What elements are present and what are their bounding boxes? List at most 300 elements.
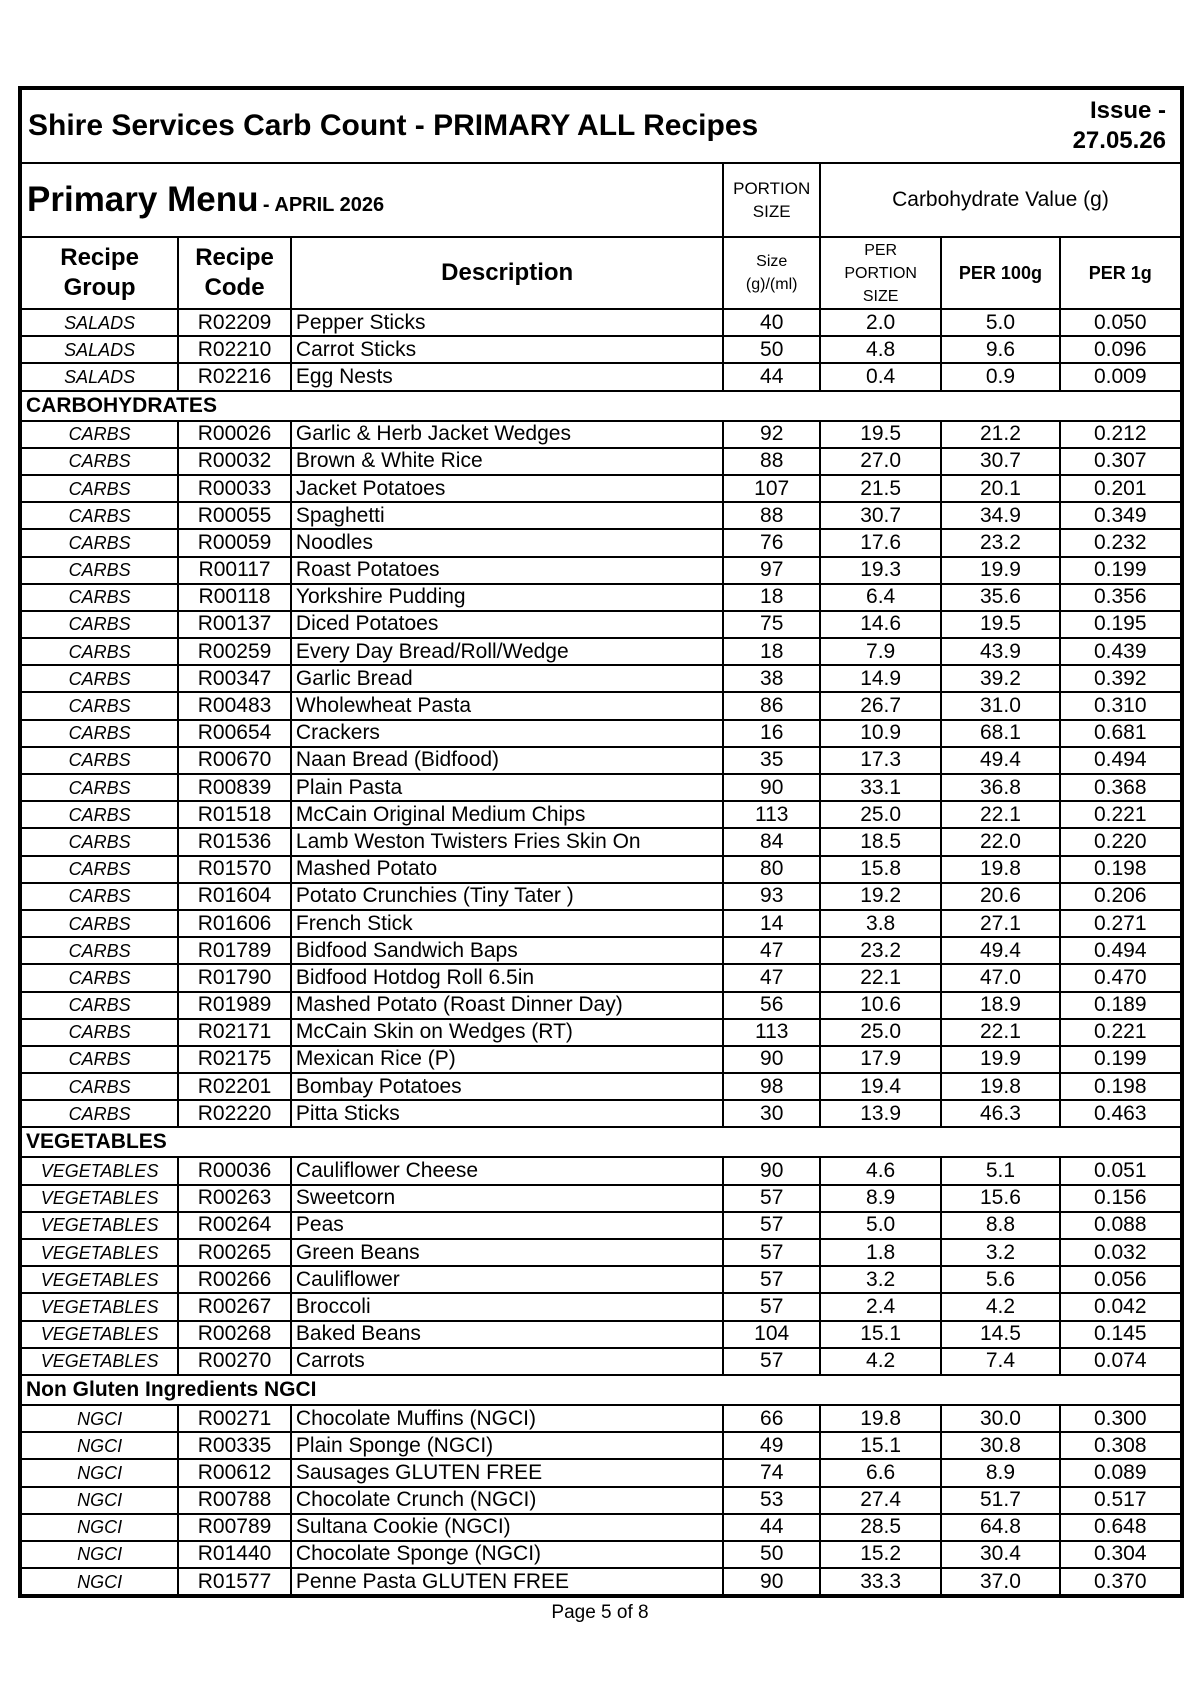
- cell-per-100g: 36.8: [941, 774, 1059, 801]
- cell-per-portion: 15.1: [820, 1321, 941, 1348]
- cell-per-portion: 5.0: [820, 1212, 941, 1239]
- cell-per-100g: 22.0: [941, 828, 1059, 855]
- section-title: CARBOHYDRATES: [21, 391, 1181, 421]
- cell-size: 56: [723, 992, 819, 1019]
- cell-description: Egg Nests: [291, 363, 724, 390]
- cell-size: 57: [723, 1185, 819, 1212]
- table-row: [21, 883, 1181, 910]
- cell-recipe-code: R00266: [178, 1266, 291, 1293]
- cell-recipe-code: R00026: [178, 421, 291, 448]
- cell-per-100g: 7.4: [941, 1348, 1059, 1375]
- cell-description: Sausages GLUTEN FREE: [291, 1459, 724, 1486]
- table-row: [21, 801, 1181, 828]
- table-row: [21, 992, 1181, 1019]
- table-row: [21, 529, 1181, 556]
- cell-recipe-code: R00265: [178, 1239, 291, 1266]
- cell-recipe-code: R02175: [178, 1046, 291, 1073]
- cell-per-portion: 33.1: [820, 774, 941, 801]
- cell-description: Plain Sponge (NGCI): [291, 1432, 724, 1459]
- cell-recipe-code: R00263: [178, 1185, 291, 1212]
- cell-recipe-code: R00259: [178, 638, 291, 665]
- cell-recipe-group: CARBS: [21, 910, 178, 937]
- cell-per-1g: 0.145: [1060, 1321, 1181, 1348]
- cell-recipe-code: R01989: [178, 992, 291, 1019]
- cell-recipe-code: R02171: [178, 1019, 291, 1046]
- cell-per-100g: 30.8: [941, 1432, 1059, 1459]
- cell-per-1g: 0.310: [1060, 692, 1181, 719]
- cell-per-100g: 14.5: [941, 1321, 1059, 1348]
- cell-recipe-group: SALADS: [21, 309, 178, 336]
- cell-per-100g: 3.2: [941, 1239, 1059, 1266]
- cell-per-portion: 2.4: [820, 1293, 941, 1320]
- col-recipe-group: [21, 237, 178, 309]
- cell-recipe-code: R01789: [178, 937, 291, 964]
- table-row: [21, 1100, 1181, 1127]
- cell-per-1g: 0.517: [1060, 1487, 1181, 1514]
- cell-per-100g: 0.9: [941, 363, 1059, 390]
- cell-recipe-group: CARBS: [21, 774, 178, 801]
- table-row: [21, 1293, 1181, 1320]
- cell-per-portion: 19.8: [820, 1405, 941, 1432]
- cell-recipe-code: R00270: [178, 1348, 291, 1375]
- cell-per-100g: 20.1: [941, 475, 1059, 502]
- table-row: [21, 309, 1181, 336]
- cell-recipe-group: CARBS: [21, 964, 178, 991]
- col-per-portion-line1: PER: [864, 241, 898, 259]
- cell-recipe-group: NGCI: [21, 1487, 178, 1514]
- cell-description: Peas: [291, 1212, 724, 1239]
- cell-recipe-code: R00118: [178, 584, 291, 611]
- cell-per-portion: 3.2: [820, 1266, 941, 1293]
- cell-per-1g: 0.198: [1060, 1073, 1181, 1100]
- table-row: [21, 1212, 1181, 1239]
- table-row: [21, 336, 1181, 363]
- cell-recipe-code: R00032: [178, 448, 291, 475]
- cell-per-100g: 49.4: [941, 937, 1059, 964]
- menu-title-main: Primary Menu: [27, 180, 259, 219]
- cell-size: 49: [723, 1432, 819, 1459]
- cell-per-portion: 10.6: [820, 992, 941, 1019]
- cell-recipe-code: R00335: [178, 1432, 291, 1459]
- cell-recipe-group: CARBS: [21, 992, 178, 1019]
- cell-recipe-code: R00271: [178, 1405, 291, 1432]
- cell-recipe-code: R01606: [178, 910, 291, 937]
- cell-description: Carrot Sticks: [291, 336, 724, 363]
- cell-per-1g: 0.199: [1060, 557, 1181, 584]
- cell-per-1g: 0.308: [1060, 1432, 1181, 1459]
- issue-label: Issue -: [1089, 97, 1166, 124]
- cell-per-portion: 13.9: [820, 1100, 941, 1127]
- section-header: [21, 1127, 1181, 1157]
- table-row: [21, 964, 1181, 991]
- cell-per-100g: 5.1: [941, 1157, 1059, 1184]
- cell-size: 16: [723, 720, 819, 747]
- table-row: [21, 1459, 1181, 1486]
- menu-title-sub: - APRIL 2026: [262, 194, 385, 216]
- table-row: [21, 557, 1181, 584]
- cell-description: Potato Crunchies (Tiny Tater ): [291, 883, 724, 910]
- cell-per-portion: 26.7: [820, 692, 941, 719]
- col-size: [723, 237, 819, 309]
- cell-per-1g: 0.198: [1060, 856, 1181, 883]
- cell-size: 113: [723, 1019, 819, 1046]
- cell-size: 40: [723, 309, 819, 336]
- cell-per-1g: 0.463: [1060, 1100, 1181, 1127]
- cell-per-portion: 15.8: [820, 856, 941, 883]
- cell-recipe-group: SALADS: [21, 336, 178, 363]
- cell-per-1g: 0.300: [1060, 1405, 1181, 1432]
- cell-recipe-code: R01518: [178, 801, 291, 828]
- cell-per-100g: 19.8: [941, 1073, 1059, 1100]
- cell-per-portion: 30.7: [820, 502, 941, 529]
- cell-description: Pitta Sticks: [291, 1100, 724, 1127]
- cell-recipe-code: R02220: [178, 1100, 291, 1127]
- cell-recipe-group: CARBS: [21, 692, 178, 719]
- cell-per-1g: 0.212: [1060, 421, 1181, 448]
- cell-per-1g: 0.681: [1060, 720, 1181, 747]
- menu-header-row: [21, 163, 1181, 237]
- cell-description: Garlic Bread: [291, 665, 724, 692]
- cell-size: 53: [723, 1487, 819, 1514]
- cell-size: 84: [723, 828, 819, 855]
- table-row: [21, 910, 1181, 937]
- table-row: [21, 502, 1181, 529]
- cell-recipe-group: CARBS: [21, 828, 178, 855]
- menu-title: [21, 163, 723, 237]
- cell-per-portion: 6.6: [820, 1459, 941, 1486]
- cell-per-100g: 18.9: [941, 992, 1059, 1019]
- cell-size: 88: [723, 502, 819, 529]
- cell-per-100g: 22.1: [941, 1019, 1059, 1046]
- cell-per-1g: 0.156: [1060, 1185, 1181, 1212]
- cell-per-1g: 0.220: [1060, 828, 1181, 855]
- cell-per-portion: 19.2: [820, 883, 941, 910]
- table-row: [21, 1046, 1181, 1073]
- cell-per-100g: 39.2: [941, 665, 1059, 692]
- cell-per-1g: 0.648: [1060, 1514, 1181, 1541]
- cell-per-1g: 0.356: [1060, 584, 1181, 611]
- cell-size: 75: [723, 611, 819, 638]
- cell-per-100g: 49.4: [941, 747, 1059, 774]
- cell-description: Crackers: [291, 720, 724, 747]
- table-row: [21, 1157, 1181, 1184]
- portion-size-header-line1: PORTION: [733, 179, 811, 198]
- cell-size: 57: [723, 1348, 819, 1375]
- cell-recipe-code: R00137: [178, 611, 291, 638]
- cell-per-1g: 0.074: [1060, 1348, 1181, 1375]
- cell-description: Spaghetti: [291, 502, 724, 529]
- cell-per-100g: 35.6: [941, 584, 1059, 611]
- cell-per-1g: 0.368: [1060, 774, 1181, 801]
- cell-recipe-group: CARBS: [21, 557, 178, 584]
- cell-per-portion: 22.1: [820, 964, 941, 991]
- cell-per-1g: 0.201: [1060, 475, 1181, 502]
- cell-recipe-code: R00036: [178, 1157, 291, 1184]
- cell-recipe-group: CARBS: [21, 1019, 178, 1046]
- cell-per-1g: 0.494: [1060, 747, 1181, 774]
- cell-description: Bombay Potatoes: [291, 1073, 724, 1100]
- table-row: [21, 1487, 1181, 1514]
- cell-recipe-group: VEGETABLES: [21, 1266, 178, 1293]
- cell-description: McCain Skin on Wedges (RT): [291, 1019, 724, 1046]
- cell-description: Green Beans: [291, 1239, 724, 1266]
- cell-per-portion: 2.0: [820, 309, 941, 336]
- cell-recipe-group: VEGETABLES: [21, 1321, 178, 1348]
- cell-per-portion: 4.8: [820, 336, 941, 363]
- cell-size: 107: [723, 475, 819, 502]
- cell-per-100g: 47.0: [941, 964, 1059, 991]
- cell-description: Yorkshire Pudding: [291, 584, 724, 611]
- cell-per-portion: 18.5: [820, 828, 941, 855]
- cell-per-1g: 0.439: [1060, 638, 1181, 665]
- cell-per-100g: 68.1: [941, 720, 1059, 747]
- cell-recipe-group: VEGETABLES: [21, 1348, 178, 1375]
- cell-recipe-group: VEGETABLES: [21, 1293, 178, 1320]
- cell-recipe-code: R02209: [178, 309, 291, 336]
- cell-recipe-code: R00267: [178, 1293, 291, 1320]
- cell-per-1g: 0.056: [1060, 1266, 1181, 1293]
- cell-recipe-group: NGCI: [21, 1568, 178, 1595]
- cell-per-1g: 0.221: [1060, 1019, 1181, 1046]
- cell-per-portion: 23.2: [820, 937, 941, 964]
- col-size-line2: (g)/(ml): [745, 276, 798, 293]
- cell-per-1g: 0.042: [1060, 1293, 1181, 1320]
- cell-recipe-group: CARBS: [21, 611, 178, 638]
- cell-recipe-group: CARBS: [21, 856, 178, 883]
- cell-recipe-code: R00612: [178, 1459, 291, 1486]
- cell-description: Plain Pasta: [291, 774, 724, 801]
- cell-per-100g: 43.9: [941, 638, 1059, 665]
- cell-recipe-group: CARBS: [21, 475, 178, 502]
- cell-description: Mashed Potato (Roast Dinner Day): [291, 992, 724, 1019]
- issue-date: [941, 89, 1181, 163]
- col-size-line1: Size: [756, 253, 788, 270]
- cell-recipe-code: R01577: [178, 1568, 291, 1595]
- cell-per-portion: 19.5: [820, 421, 941, 448]
- cell-per-1g: 0.307: [1060, 448, 1181, 475]
- cell-size: 90: [723, 774, 819, 801]
- cell-size: 66: [723, 1405, 819, 1432]
- cell-description: Roast Potatoes: [291, 557, 724, 584]
- section-header: [21, 1375, 1181, 1405]
- table-row: [21, 1185, 1181, 1212]
- cell-size: 57: [723, 1266, 819, 1293]
- cell-description: Diced Potatoes: [291, 611, 724, 638]
- cell-per-100g: 5.0: [941, 309, 1059, 336]
- cell-description: Lamb Weston Twisters Fries Skin On: [291, 828, 724, 855]
- cell-per-100g: 4.2: [941, 1293, 1059, 1320]
- cell-recipe-code: R00268: [178, 1321, 291, 1348]
- cell-per-portion: 28.5: [820, 1514, 941, 1541]
- cell-per-100g: 51.7: [941, 1487, 1059, 1514]
- cell-per-100g: 19.8: [941, 856, 1059, 883]
- cell-size: 86: [723, 692, 819, 719]
- table-row: [21, 828, 1181, 855]
- table-row: [21, 720, 1181, 747]
- table-row: [21, 1266, 1181, 1293]
- cell-recipe-code: R00788: [178, 1487, 291, 1514]
- col-per-portion-line2: PORTION: [844, 264, 917, 282]
- cell-per-1g: 0.370: [1060, 1568, 1181, 1595]
- cell-recipe-code: R00483: [178, 692, 291, 719]
- cell-per-portion: 14.9: [820, 665, 941, 692]
- col-per-1g: PER 1g: [1060, 237, 1181, 309]
- cell-description: Bidfood Sandwich Baps: [291, 937, 724, 964]
- cell-recipe-group: CARBS: [21, 638, 178, 665]
- cell-per-1g: 0.392: [1060, 665, 1181, 692]
- cell-description: Cauliflower Cheese: [291, 1157, 724, 1184]
- section-title: Non Gluten Ingredients NGCI: [21, 1375, 1181, 1405]
- cell-size: 44: [723, 1514, 819, 1541]
- cell-recipe-group: CARBS: [21, 502, 178, 529]
- cell-per-100g: 20.6: [941, 883, 1059, 910]
- column-header-row: [21, 237, 1181, 309]
- table-row: [21, 1432, 1181, 1459]
- table-row: [21, 421, 1181, 448]
- cell-size: 57: [723, 1293, 819, 1320]
- cell-per-portion: 21.5: [820, 475, 941, 502]
- cell-size: 104: [723, 1321, 819, 1348]
- cell-per-100g: 30.4: [941, 1541, 1059, 1568]
- cell-per-portion: 15.2: [820, 1541, 941, 1568]
- cell-per-1g: 0.271: [1060, 910, 1181, 937]
- cell-recipe-code: R00839: [178, 774, 291, 801]
- cell-description: Chocolate Sponge (NGCI): [291, 1541, 724, 1568]
- cell-per-1g: 0.199: [1060, 1046, 1181, 1073]
- carb-value-header: Carbohydrate Value (g): [820, 163, 1181, 237]
- table-row: [21, 1321, 1181, 1348]
- cell-per-1g: 0.206: [1060, 883, 1181, 910]
- cell-size: 57: [723, 1239, 819, 1266]
- cell-per-100g: 37.0: [941, 1568, 1059, 1595]
- cell-recipe-group: CARBS: [21, 937, 178, 964]
- table-row: [21, 1073, 1181, 1100]
- cell-per-portion: 6.4: [820, 584, 941, 611]
- cell-size: 80: [723, 856, 819, 883]
- cell-description: McCain Original Medium Chips: [291, 801, 724, 828]
- cell-size: 92: [723, 421, 819, 448]
- cell-per-1g: 0.051: [1060, 1157, 1181, 1184]
- cell-recipe-group: CARBS: [21, 1046, 178, 1073]
- cell-description: Mexican Rice (P): [291, 1046, 724, 1073]
- cell-size: 18: [723, 638, 819, 665]
- cell-recipe-code: R00059: [178, 529, 291, 556]
- cell-per-100g: 34.9: [941, 502, 1059, 529]
- cell-description: Naan Bread (Bidfood): [291, 747, 724, 774]
- cell-size: 57: [723, 1212, 819, 1239]
- cell-description: Mashed Potato: [291, 856, 724, 883]
- cell-per-portion: 17.6: [820, 529, 941, 556]
- cell-description: Carrots: [291, 1348, 724, 1375]
- section-header: [21, 391, 1181, 421]
- cell-recipe-code: R00117: [178, 557, 291, 584]
- cell-per-portion: 14.6: [820, 611, 941, 638]
- col-recipe-code: [178, 237, 291, 309]
- cell-recipe-group: CARBS: [21, 448, 178, 475]
- cell-recipe-group: CARBS: [21, 747, 178, 774]
- table-row: [21, 638, 1181, 665]
- cell-recipe-group: CARBS: [21, 421, 178, 448]
- cell-description: Baked Beans: [291, 1321, 724, 1348]
- cell-size: 47: [723, 937, 819, 964]
- cell-recipe-code: R00670: [178, 747, 291, 774]
- table-row: [21, 1405, 1181, 1432]
- cell-per-100g: 5.6: [941, 1266, 1059, 1293]
- cell-description: Broccoli: [291, 1293, 724, 1320]
- col-description: Description: [291, 237, 724, 309]
- table-row: [21, 665, 1181, 692]
- issue-value: 27.05.26: [1072, 127, 1166, 154]
- col-recipe-group-line2: Group: [63, 274, 136, 301]
- table-row: [21, 747, 1181, 774]
- cell-recipe-group: SALADS: [21, 363, 178, 390]
- cell-size: 50: [723, 336, 819, 363]
- cell-per-portion: 25.0: [820, 801, 941, 828]
- cell-per-1g: 0.232: [1060, 529, 1181, 556]
- cell-description: Penne Pasta GLUTEN FREE: [291, 1568, 724, 1595]
- cell-size: 90: [723, 1157, 819, 1184]
- cell-recipe-code: R01536: [178, 828, 291, 855]
- cell-per-1g: 0.189: [1060, 992, 1181, 1019]
- cell-description: French Stick: [291, 910, 724, 937]
- cell-size: 93: [723, 883, 819, 910]
- table-row: [21, 774, 1181, 801]
- cell-size: 18: [723, 584, 819, 611]
- cell-description: Pepper Sticks: [291, 309, 724, 336]
- cell-per-1g: 0.009: [1060, 363, 1181, 390]
- cell-per-100g: 8.8: [941, 1212, 1059, 1239]
- cell-per-1g: 0.349: [1060, 502, 1181, 529]
- cell-per-100g: 23.2: [941, 529, 1059, 556]
- cell-per-1g: 0.195: [1060, 611, 1181, 638]
- cell-per-1g: 0.096: [1060, 336, 1181, 363]
- cell-recipe-group: CARBS: [21, 883, 178, 910]
- cell-description: Sweetcorn: [291, 1185, 724, 1212]
- cell-recipe-group: VEGETABLES: [21, 1239, 178, 1266]
- cell-recipe-group: CARBS: [21, 1073, 178, 1100]
- cell-recipe-code: R00347: [178, 665, 291, 692]
- cell-recipe-group: NGCI: [21, 1459, 178, 1486]
- cell-per-1g: 0.089: [1060, 1459, 1181, 1486]
- cell-per-portion: 27.4: [820, 1487, 941, 1514]
- cell-description: Sultana Cookie (NGCI): [291, 1514, 724, 1541]
- cell-per-100g: 21.2: [941, 421, 1059, 448]
- table-row: [21, 611, 1181, 638]
- cell-per-portion: 19.3: [820, 557, 941, 584]
- cell-size: 38: [723, 665, 819, 692]
- cell-recipe-code: R01604: [178, 883, 291, 910]
- cell-per-100g: 22.1: [941, 801, 1059, 828]
- cell-recipe-code: R00654: [178, 720, 291, 747]
- cell-size: 35: [723, 747, 819, 774]
- cell-size: 74: [723, 1459, 819, 1486]
- carb-count-table: [20, 88, 1182, 1596]
- table-row: [21, 584, 1181, 611]
- cell-description: Chocolate Crunch (NGCI): [291, 1487, 724, 1514]
- title-row: [21, 89, 1181, 163]
- table-row: [21, 1541, 1181, 1568]
- cell-per-1g: 0.221: [1060, 801, 1181, 828]
- section-title: VEGETABLES: [21, 1127, 1181, 1157]
- cell-per-100g: 15.6: [941, 1185, 1059, 1212]
- cell-description: Chocolate Muffins (NGCI): [291, 1405, 724, 1432]
- col-recipe-group-line1: Recipe: [60, 244, 139, 271]
- col-per-portion: [820, 237, 941, 309]
- cell-per-portion: 0.4: [820, 363, 941, 390]
- cell-description: Cauliflower: [291, 1266, 724, 1293]
- cell-per-portion: 10.9: [820, 720, 941, 747]
- cell-recipe-code: R02210: [178, 336, 291, 363]
